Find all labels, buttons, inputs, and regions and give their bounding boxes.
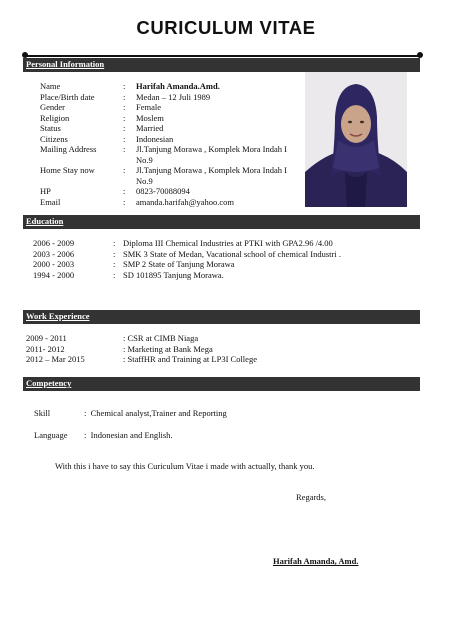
colon: : [113, 259, 116, 269]
education-desc: SMP 2 State of Tanjung Morawa [123, 259, 235, 269]
section-heading-competency: Competency [26, 378, 72, 388]
colon: : [123, 186, 126, 196]
label-email: Email [40, 196, 61, 207]
section-heading-education: Education [26, 216, 64, 226]
value-home-stay-line2: No.9 [136, 175, 153, 186]
competency-label-language: Language [34, 430, 68, 440]
value-gender: Female [136, 102, 162, 112]
label-religion: Religion [40, 112, 70, 123]
education-years: 2000 - 2003 [33, 259, 75, 269]
value-status: Married [136, 123, 164, 133]
signature-name: Harifah Amanda, Amd. [273, 556, 359, 566]
label-home-stay: Home Stay now [40, 165, 95, 175]
value-religion: Moslem [136, 112, 164, 123]
work-years: 2011- 2012 [26, 343, 65, 354]
education-desc: SMK 3 State of Medan, Vacational school of chemical Industri . [123, 248, 341, 259]
section-bar-education [23, 215, 420, 229]
value-email: amanda.harifah@yahoo.com [136, 196, 234, 207]
work-desc-text: Marketing at Bank Mega [127, 343, 213, 354]
colon: : [113, 248, 116, 259]
colon: : [113, 238, 116, 248]
competency-skill-text: Chemical analyst,Trainer and Reporting [90, 408, 227, 418]
work-desc: : StaffHR and Training at LP3I College [123, 354, 257, 364]
label-status: Status [40, 123, 61, 133]
work-list [26, 333, 326, 367]
value-name: Harifah Amanda.Amd. [136, 81, 220, 91]
competency-value-language: : Indonesian and English. [84, 430, 173, 440]
education-desc: Diploma III Chemical Industries at PTKI with GPA2.96 /4.00 [123, 238, 333, 248]
colon: : [123, 144, 126, 154]
value-hp: 0823-70088094 [136, 186, 190, 196]
competency-label-skill: Skill [34, 408, 51, 418]
value-birth: Medan – 12 Juli 1989 [136, 91, 211, 102]
work-years: 2009 - 2011 [26, 333, 67, 343]
colon: : [123, 91, 126, 102]
label-name: Name [40, 81, 61, 91]
competency-value-skill: : Chemical analyst,Trainer and Reporting [84, 408, 227, 418]
title-divider [25, 55, 422, 57]
colon: : [123, 196, 126, 207]
work-desc: : Marketing at Bank Mega [123, 343, 213, 354]
label-mailing-address: Mailing Address [40, 144, 97, 154]
colon: : [123, 165, 126, 175]
section-bar-competency [23, 377, 420, 391]
value-mailing-address-line2: No.9 [136, 154, 153, 165]
competency-list [34, 408, 294, 444]
label-gender: Gender [40, 102, 66, 112]
education-years: 2003 - 2006 [33, 248, 75, 259]
work-desc-text: CSR at CIMB Niaga [127, 333, 199, 343]
section-heading-work: Work Experience [26, 311, 90, 321]
work-desc-text: StaffHR and Training at LP3I College [127, 354, 257, 364]
closing-statement: With this i have to say this Curiculum Vitae i made with actually, thank you. [55, 461, 315, 471]
competency-language-text: Indonesian and English. [90, 430, 173, 440]
section-heading-personal: Personal Information [26, 59, 105, 69]
value-home-stay: Jl.Tanjung Morawa , Komplek Mora Indah I [136, 165, 287, 175]
colon: : [123, 123, 126, 133]
personal-info-list [40, 81, 302, 211]
work-years: 2012 – Mar 2015 [26, 354, 85, 364]
profile-photo [305, 72, 407, 207]
colon: : [113, 269, 116, 280]
value-mailing-address: Jl.Tanjung Morawa , Komplek Mora Indah I [136, 144, 287, 154]
colon: : [123, 133, 126, 144]
label-birth: Place/Birth date [40, 91, 95, 102]
education-years: 2006 - 2009 [33, 238, 75, 248]
page-title: CURICULUM VITAE [136, 17, 316, 38]
label-hp: HP [40, 186, 51, 196]
colon: : [123, 112, 126, 123]
label-citizens: Citizens [40, 133, 68, 144]
education-years: 1994 - 2000 [33, 269, 75, 280]
education-list [33, 238, 393, 283]
colon: : [123, 81, 126, 91]
value-citizens: Indonesian [136, 133, 174, 144]
work-desc: : CSR at CIMB Niaga [123, 333, 199, 343]
colon: : [123, 102, 126, 112]
regards-text: Regards, [296, 492, 326, 502]
profile-photo-illustration [305, 72, 407, 207]
section-bar-personal [23, 58, 420, 72]
section-bar-work [23, 310, 420, 324]
education-desc: SD 101895 Tanjung Morawa. [123, 269, 224, 280]
